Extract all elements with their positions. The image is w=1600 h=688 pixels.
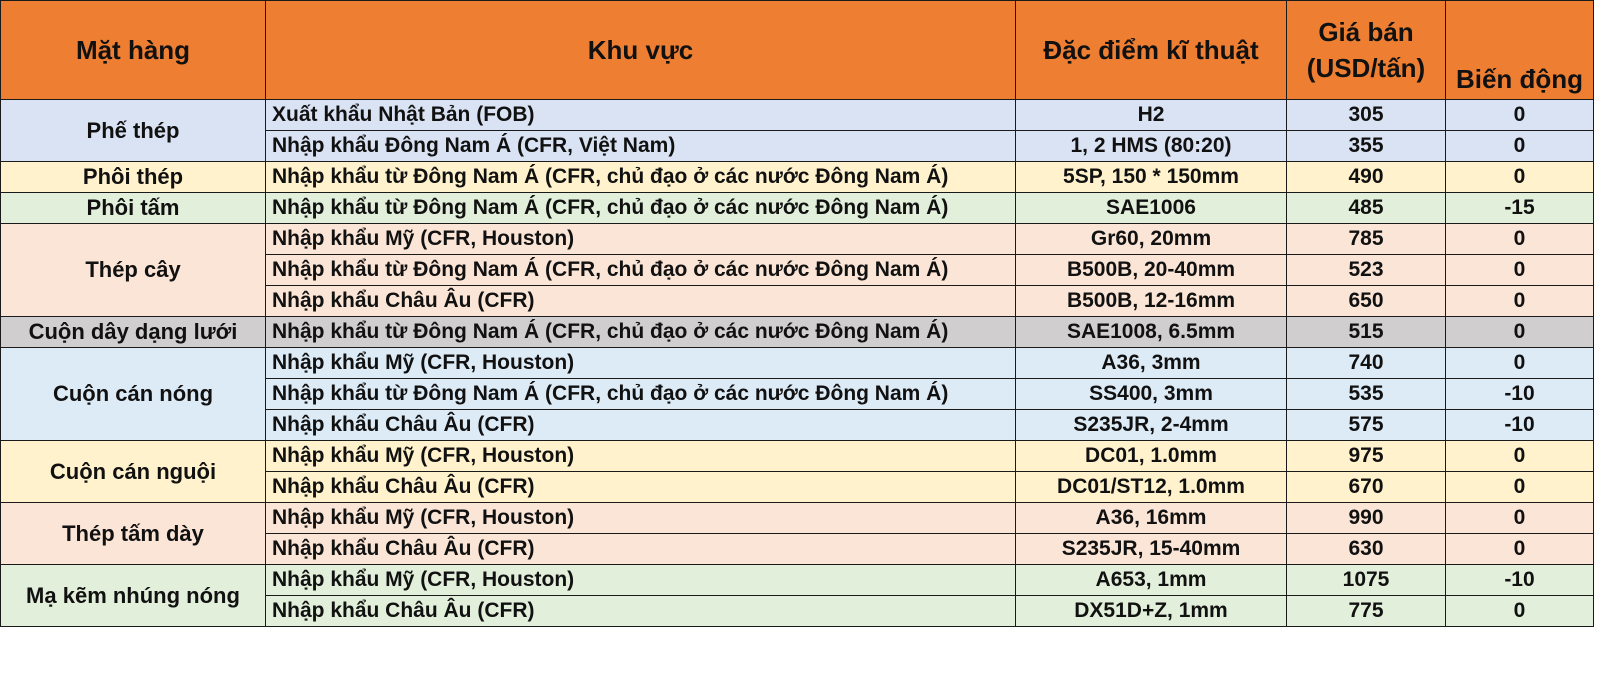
spec-cell: DX51D+Z, 1mm — [1016, 596, 1287, 627]
spec-cell: A36, 3mm — [1016, 348, 1287, 379]
table-row — [1, 224, 1594, 255]
price-cell: 515 — [1287, 317, 1446, 348]
price-cell: 975 — [1287, 441, 1446, 472]
region-cell: Nhập khẩu từ Đông Nam Á (CFR, chủ đạo ở các nước Đông Nam Á) — [266, 255, 1016, 286]
spec-cell: S235JR, 2-4mm — [1016, 410, 1287, 441]
table-row — [1, 348, 1594, 379]
change-cell: 0 — [1446, 255, 1594, 286]
spec-cell: 5SP, 150 * 150mm — [1016, 162, 1287, 193]
price-cell: 785 — [1287, 224, 1446, 255]
region-cell: Nhập khẩu Châu Âu (CFR) — [266, 410, 1016, 441]
table-row — [1, 162, 1594, 193]
price-cell: 535 — [1287, 379, 1446, 410]
table-row — [1, 565, 1594, 596]
region-cell: Nhập khẩu từ Đông Nam Á (CFR, chủ đạo ở các nước Đông Nam Á) — [266, 317, 1016, 348]
group-label: Cuộn cán nguội — [1, 441, 266, 503]
table-header — [1, 1, 1594, 100]
region-cell: Xuất khẩu Nhật Bản (FOB) — [266, 100, 1016, 131]
change-cell: 0 — [1446, 472, 1594, 503]
change-cell: -10 — [1446, 410, 1594, 441]
spec-cell: Gr60, 20mm — [1016, 224, 1287, 255]
price-cell: 630 — [1287, 534, 1446, 565]
change-cell: 0 — [1446, 503, 1594, 534]
spec-cell: A36, 16mm — [1016, 503, 1287, 534]
region-cell: Nhập khẩu Châu Âu (CFR) — [266, 286, 1016, 317]
table-row — [1, 193, 1594, 224]
change-cell: 0 — [1446, 162, 1594, 193]
region-cell: Nhập khẩu Mỹ (CFR, Houston) — [266, 441, 1016, 472]
spec-cell: B500B, 20-40mm — [1016, 255, 1287, 286]
price-cell: 575 — [1287, 410, 1446, 441]
table-row — [1, 503, 1594, 534]
change-cell: 0 — [1446, 317, 1594, 348]
price-cell: 485 — [1287, 193, 1446, 224]
price-cell: 1075 — [1287, 565, 1446, 596]
change-cell: 0 — [1446, 348, 1594, 379]
region-cell: Nhập khẩu từ Đông Nam Á (CFR, chủ đạo ở các nước Đông Nam Á) — [266, 162, 1016, 193]
change-cell: 0 — [1446, 534, 1594, 565]
spec-cell: DC01/ST12, 1.0mm — [1016, 472, 1287, 503]
spec-cell: B500B, 12-16mm — [1016, 286, 1287, 317]
group-label: Cuộn cán nóng — [1, 348, 266, 441]
table-body — [1, 100, 1594, 627]
spec-cell: SS400, 3mm — [1016, 379, 1287, 410]
change-cell: 0 — [1446, 224, 1594, 255]
spec-cell: S235JR, 15-40mm — [1016, 534, 1287, 565]
spec-cell: A653, 1mm — [1016, 565, 1287, 596]
spec-cell: H2 — [1016, 100, 1287, 131]
price-cell: 990 — [1287, 503, 1446, 534]
region-cell: Nhập khẩu Châu Âu (CFR) — [266, 534, 1016, 565]
change-cell: 0 — [1446, 100, 1594, 131]
region-cell: Nhập khẩu Mỹ (CFR, Houston) — [266, 348, 1016, 379]
region-cell: Nhập khẩu Châu Âu (CFR) — [266, 596, 1016, 627]
table-row — [1, 100, 1594, 131]
region-cell: Nhập khẩu Đông Nam Á (CFR, Việt Nam) — [266, 131, 1016, 162]
region-cell: Nhập khẩu từ Đông Nam Á (CFR, chủ đạo ở các nước Đông Nam Á) — [266, 379, 1016, 410]
spec-cell: SAE1008, 6.5mm — [1016, 317, 1287, 348]
region-cell: Nhập khẩu Mỹ (CFR, Houston) — [266, 503, 1016, 534]
price-cell: 650 — [1287, 286, 1446, 317]
header-row — [1, 1, 1594, 100]
region-cell: Nhập khẩu Mỹ (CFR, Houston) — [266, 565, 1016, 596]
region-cell: Nhập khẩu Châu Âu (CFR) — [266, 472, 1016, 503]
header-price-line2: (USD/tấn) — [1306, 53, 1426, 83]
header-region: Khu vực — [266, 1, 1016, 100]
spec-cell: DC01, 1.0mm — [1016, 441, 1287, 472]
change-cell: 0 — [1446, 596, 1594, 627]
price-cell: 523 — [1287, 255, 1446, 286]
price-cell: 490 — [1287, 162, 1446, 193]
change-cell: 0 — [1446, 131, 1594, 162]
change-cell: 0 — [1446, 286, 1594, 317]
table-row — [1, 317, 1594, 348]
spec-cell: SAE1006 — [1016, 193, 1287, 224]
price-cell: 775 — [1287, 596, 1446, 627]
change-cell: -15 — [1446, 193, 1594, 224]
group-label: Cuộn dây dạng lưới — [1, 317, 266, 348]
group-label: Phôi thép — [1, 162, 266, 193]
header-change: Biến động — [1446, 1, 1594, 100]
change-cell: -10 — [1446, 379, 1594, 410]
price-cell: 740 — [1287, 348, 1446, 379]
group-label: Thép tấm dày — [1, 503, 266, 565]
table-row — [1, 441, 1594, 472]
change-cell: -10 — [1446, 565, 1594, 596]
price-cell: 670 — [1287, 472, 1446, 503]
region-cell: Nhập khẩu Mỹ (CFR, Houston) — [266, 224, 1016, 255]
change-cell: 0 — [1446, 441, 1594, 472]
header-spec: Đặc điểm kĩ thuật — [1016, 1, 1287, 100]
price-cell: 305 — [1287, 100, 1446, 131]
region-cell: Nhập khẩu từ Đông Nam Á (CFR, chủ đạo ở các nước Đông Nam Á) — [266, 193, 1016, 224]
header-product: Mặt hàng — [1, 1, 266, 100]
spec-cell: 1, 2 HMS (80:20) — [1016, 131, 1287, 162]
header-price-line1: Giá bán — [1318, 17, 1414, 47]
header-price — [1287, 1, 1446, 100]
group-label: Mạ kẽm nhúng nóng — [1, 565, 266, 627]
group-label: Thép cây — [1, 224, 266, 317]
price-cell: 355 — [1287, 131, 1446, 162]
group-label: Phôi tấm — [1, 193, 266, 224]
group-label: Phế thép — [1, 100, 266, 162]
